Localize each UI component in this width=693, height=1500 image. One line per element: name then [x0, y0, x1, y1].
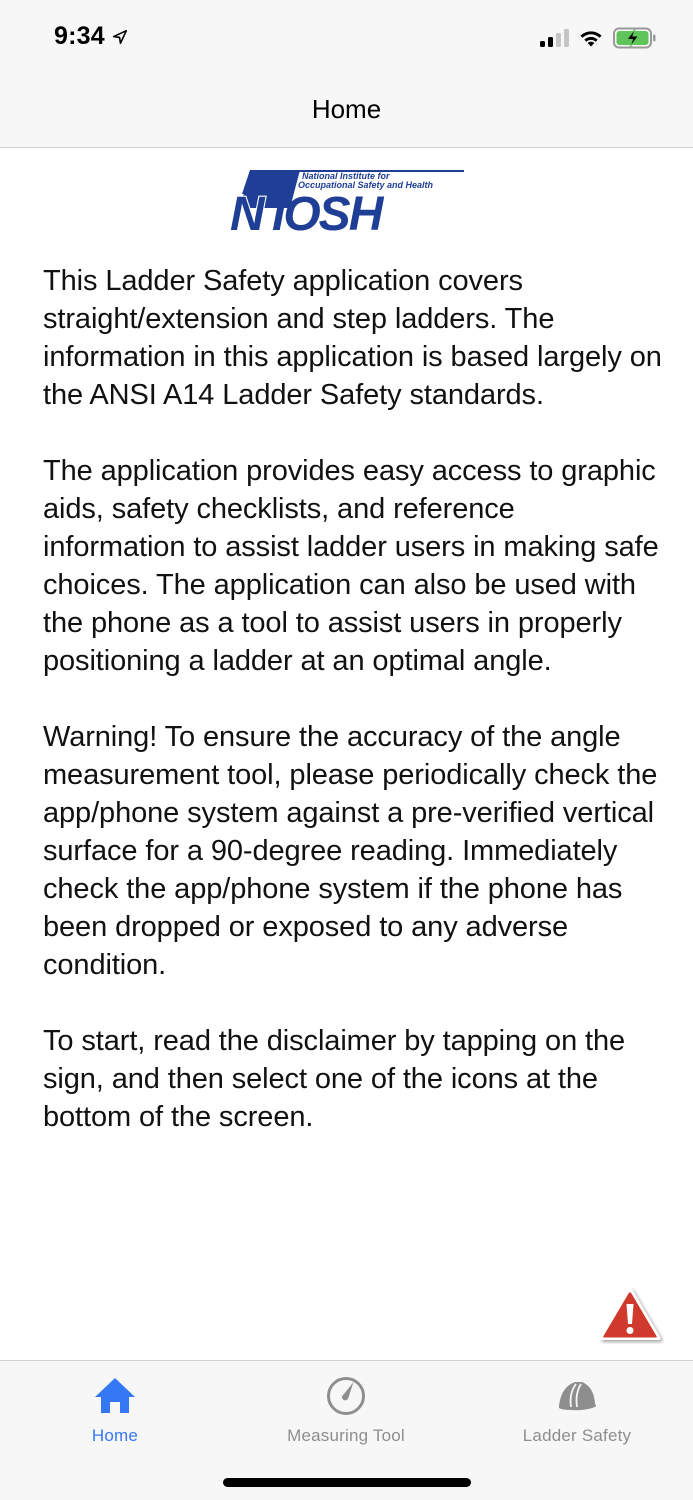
house-icon — [93, 1373, 137, 1417]
gauge-icon — [324, 1373, 368, 1417]
battery-charging-icon — [613, 27, 657, 49]
intro-paragraph-overview: This Ladder Safety application covers straight/extension and step ladders. The information in this application is based largely on the ANSI A14 Ladder Safety standards. — [43, 265, 662, 411]
tab-ladder-safety[interactable] — [477, 1373, 677, 1453]
svg-text:IOSH: IOSH — [272, 188, 382, 234]
intro-paragraph-instructions: To start, read the disclaimer by tapping on the sign, and then select one of the icons at the bottom of the screen. — [43, 1025, 626, 1133]
page-title: Home — [311, 94, 382, 124]
tab-ladder-safety-label: Ladder Safety — [522, 1426, 632, 1445]
svg-text:N: N — [230, 188, 263, 234]
disclaimer-warning-sign-button[interactable] — [598, 1286, 664, 1344]
tab-measuring-tool-label: Measuring Tool — [287, 1426, 405, 1445]
location-arrow-icon — [111, 28, 129, 46]
wifi-icon — [578, 28, 604, 48]
hard-hat-icon — [555, 1373, 599, 1417]
home-indicator[interactable] — [223, 1478, 471, 1487]
svg-text:National Institute for: National Institute for — [302, 171, 390, 181]
intro-content — [43, 262, 663, 1174]
niosh-logo — [228, 168, 466, 234]
tab-home[interactable] — [15, 1373, 215, 1453]
tab-home-label: Home — [91, 1426, 139, 1445]
cellular-signal-icon — [540, 29, 569, 47]
navigation-bar — [0, 0, 693, 148]
status-time-text: 9:34 — [54, 22, 105, 50]
status-indicators — [540, 27, 657, 49]
status-time — [54, 22, 129, 51]
intro-paragraph-features: The application provides easy access to graphic aids, safety checklists, and reference information to assist ladder users in making safe choices. The application can also be used with the phone as a tool to assist users in properly positioning a ladder at an optimal angle. — [43, 455, 659, 677]
intro-paragraph-warning: Warning! To ensure the accuracy of the angle measurement tool, please periodically check the app/phone system against a pre-verified vertical surface for a 90-degree reading. Immediately check the app/phone system if the phone has been dropped or exposed to any adverse condition. — [43, 721, 658, 981]
tab-measuring-tool[interactable] — [246, 1373, 446, 1453]
svg-text:Occupational Safety and Health: Occupational Safety and Health — [298, 180, 434, 190]
